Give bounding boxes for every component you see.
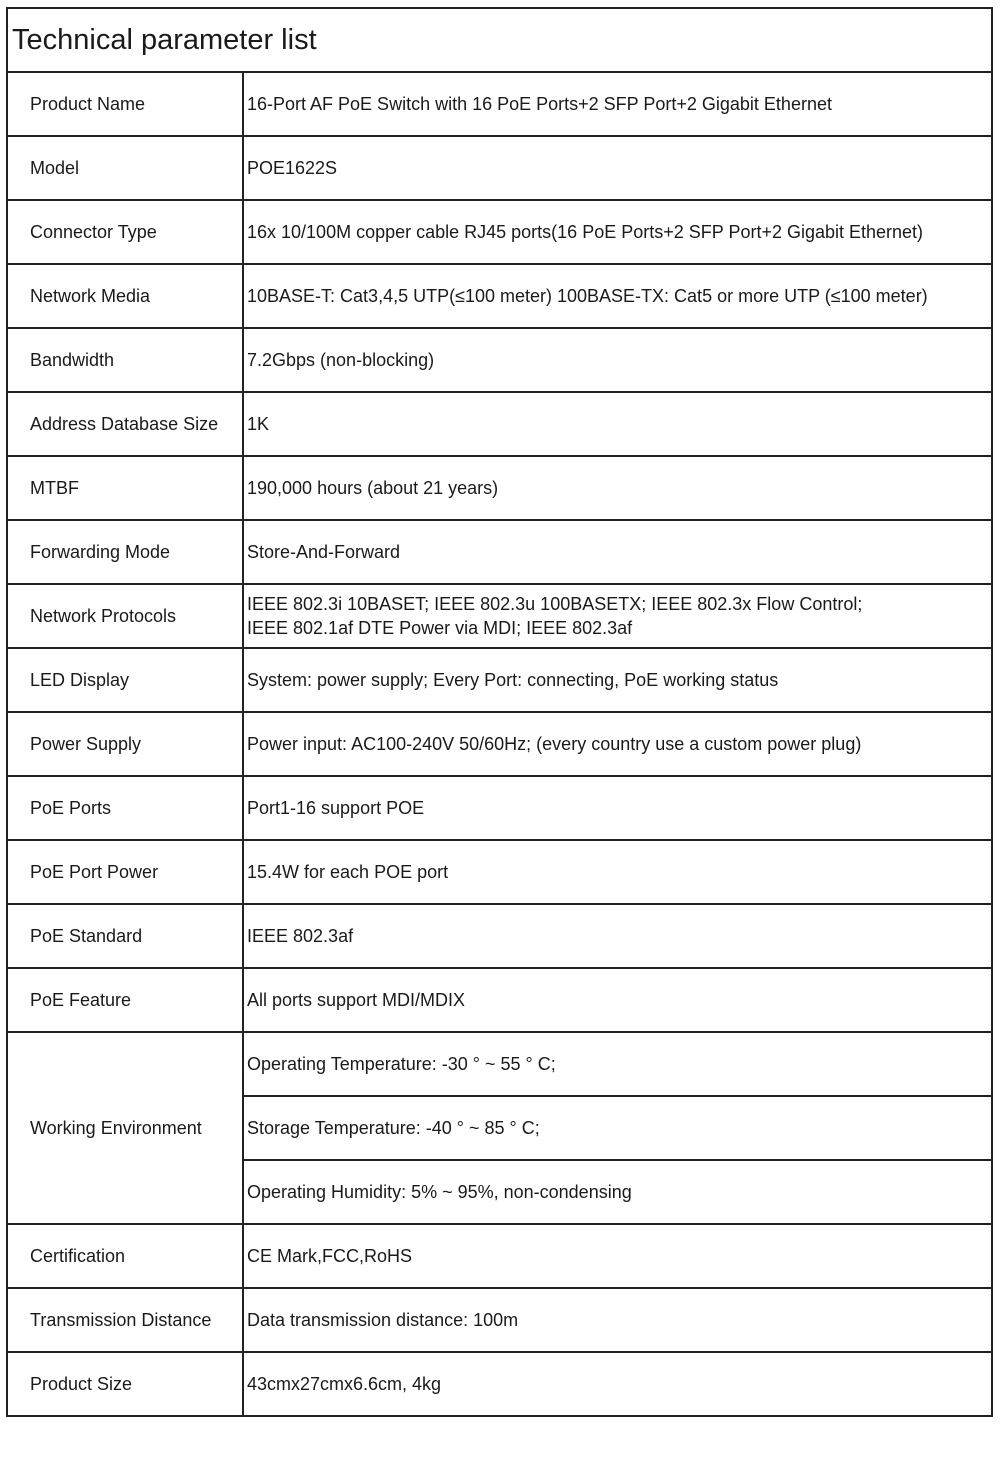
parameter-value xyxy=(243,72,992,136)
parameter-label: LED Display xyxy=(7,648,243,712)
parameter-value-line: 16-Port AF PoE Switch with 16 PoE Ports+2 SFP Port+2 Gigabit Ethernet xyxy=(247,94,832,114)
parameter-value xyxy=(243,1224,992,1288)
parameter-value-line: 15.4W for each POE port xyxy=(247,862,449,882)
parameter-label: Working Environment xyxy=(7,1032,243,1224)
table-row xyxy=(7,328,992,392)
parameter-label: Forwarding Mode xyxy=(7,520,243,584)
table-row xyxy=(7,200,992,264)
parameter-label: Network Media xyxy=(7,264,243,328)
parameter-value-line: CE Mark,FCC,RoHS xyxy=(247,1246,413,1266)
parameter-value-line: Data transmission distance: 100m xyxy=(247,1310,519,1330)
parameter-value-line: Power input: AC100-240V 50/60Hz; (every country use a custom power plug) xyxy=(247,734,862,754)
table-row xyxy=(7,1352,992,1416)
parameter-value-line: 43cmx27cmx6.6cm, 4kg xyxy=(247,1374,442,1394)
table-row xyxy=(7,712,992,776)
table-row xyxy=(7,1032,992,1096)
parameter-label: Power Supply xyxy=(7,712,243,776)
table-row xyxy=(7,136,992,200)
table-row xyxy=(7,648,992,712)
parameter-label: Address Database Size xyxy=(7,392,243,456)
table-body xyxy=(7,8,992,1416)
parameter-label: PoE Port Power xyxy=(7,840,243,904)
parameter-value xyxy=(243,200,992,264)
parameter-value: Operating Humidity: 5% ~ 95%, non-condensing xyxy=(243,1160,992,1224)
parameter-label: MTBF xyxy=(7,456,243,520)
table-row xyxy=(7,968,992,1032)
parameter-value-line: 190,000 hours (about 21 years) xyxy=(247,478,499,498)
parameter-value xyxy=(243,520,992,584)
parameter-value-line: IEEE 802.1af DTE Power via MDI; IEEE 802.3af xyxy=(247,618,633,638)
parameter-label: Connector Type xyxy=(7,200,243,264)
table-row xyxy=(7,1224,992,1288)
table-row xyxy=(7,392,992,456)
table-row xyxy=(7,264,992,328)
parameter-value xyxy=(243,776,992,840)
parameter-label: Product Size xyxy=(7,1352,243,1416)
parameter-label: Product Name xyxy=(7,72,243,136)
parameter-value: Operating Temperature: -30 ° ~ 55 ° C; xyxy=(243,1032,992,1096)
parameter-value-line: All ports support MDI/MDIX xyxy=(247,990,466,1010)
parameter-value-line: 16x 10/100M copper cable RJ45 ports(16 PoE Ports+2 SFP Port+2 Gigabit Ethernet) xyxy=(247,222,924,242)
table-row xyxy=(7,584,992,648)
table-row xyxy=(7,456,992,520)
table-title: Technical parameter list xyxy=(7,8,992,72)
parameter-value-line: POE1622S xyxy=(247,158,338,178)
parameter-value-line: System: power supply; Every Port: connecting, PoE working status xyxy=(247,670,779,690)
parameter-label: PoE Feature xyxy=(7,968,243,1032)
parameter-label: Network Protocols xyxy=(7,584,243,648)
parameter-value: Storage Temperature: -40 ° ~ 85 ° C; xyxy=(243,1096,992,1160)
parameter-value xyxy=(243,1288,992,1352)
parameter-value-line: Store-And-Forward xyxy=(247,542,401,562)
parameter-value xyxy=(243,712,992,776)
parameter-label: Transmission Distance xyxy=(7,1288,243,1352)
parameter-value xyxy=(243,392,992,456)
parameter-value xyxy=(243,968,992,1032)
parameter-value-line: IEEE 802.3i 10BASET; IEEE 802.3u 100BASETX; IEEE 802.3x Flow Control; xyxy=(247,594,863,614)
parameter-value xyxy=(243,1352,992,1416)
parameter-label: Certification xyxy=(7,1224,243,1288)
title-row xyxy=(7,8,992,72)
parameter-value xyxy=(243,264,992,328)
table-row xyxy=(7,520,992,584)
table-row xyxy=(7,1288,992,1352)
parameter-value-line: 1K xyxy=(247,414,270,434)
parameter-value xyxy=(243,584,992,648)
parameter-label: PoE Standard xyxy=(7,904,243,968)
parameter-value xyxy=(243,840,992,904)
table-row xyxy=(7,904,992,968)
parameter-value-line: 7.2Gbps (non-blocking) xyxy=(247,350,435,370)
table-row xyxy=(7,72,992,136)
technical-parameter-table xyxy=(6,7,993,1417)
parameter-value xyxy=(243,904,992,968)
parameter-label: Bandwidth xyxy=(7,328,243,392)
parameter-value xyxy=(243,328,992,392)
table-row xyxy=(7,776,992,840)
parameter-value xyxy=(243,136,992,200)
parameter-value xyxy=(243,648,992,712)
parameter-value-line: 10BASE-T: Cat3,4,5 UTP(≤100 meter) 100BASE-TX: Cat5 or more UTP (≤100 meter) xyxy=(247,286,928,306)
parameter-value xyxy=(243,456,992,520)
table-row xyxy=(7,840,992,904)
parameter-label: Model xyxy=(7,136,243,200)
parameter-value-line: IEEE 802.3af xyxy=(247,926,354,946)
parameter-value-line: Port1-16 support POE xyxy=(247,798,425,818)
parameter-label: PoE Ports xyxy=(7,776,243,840)
